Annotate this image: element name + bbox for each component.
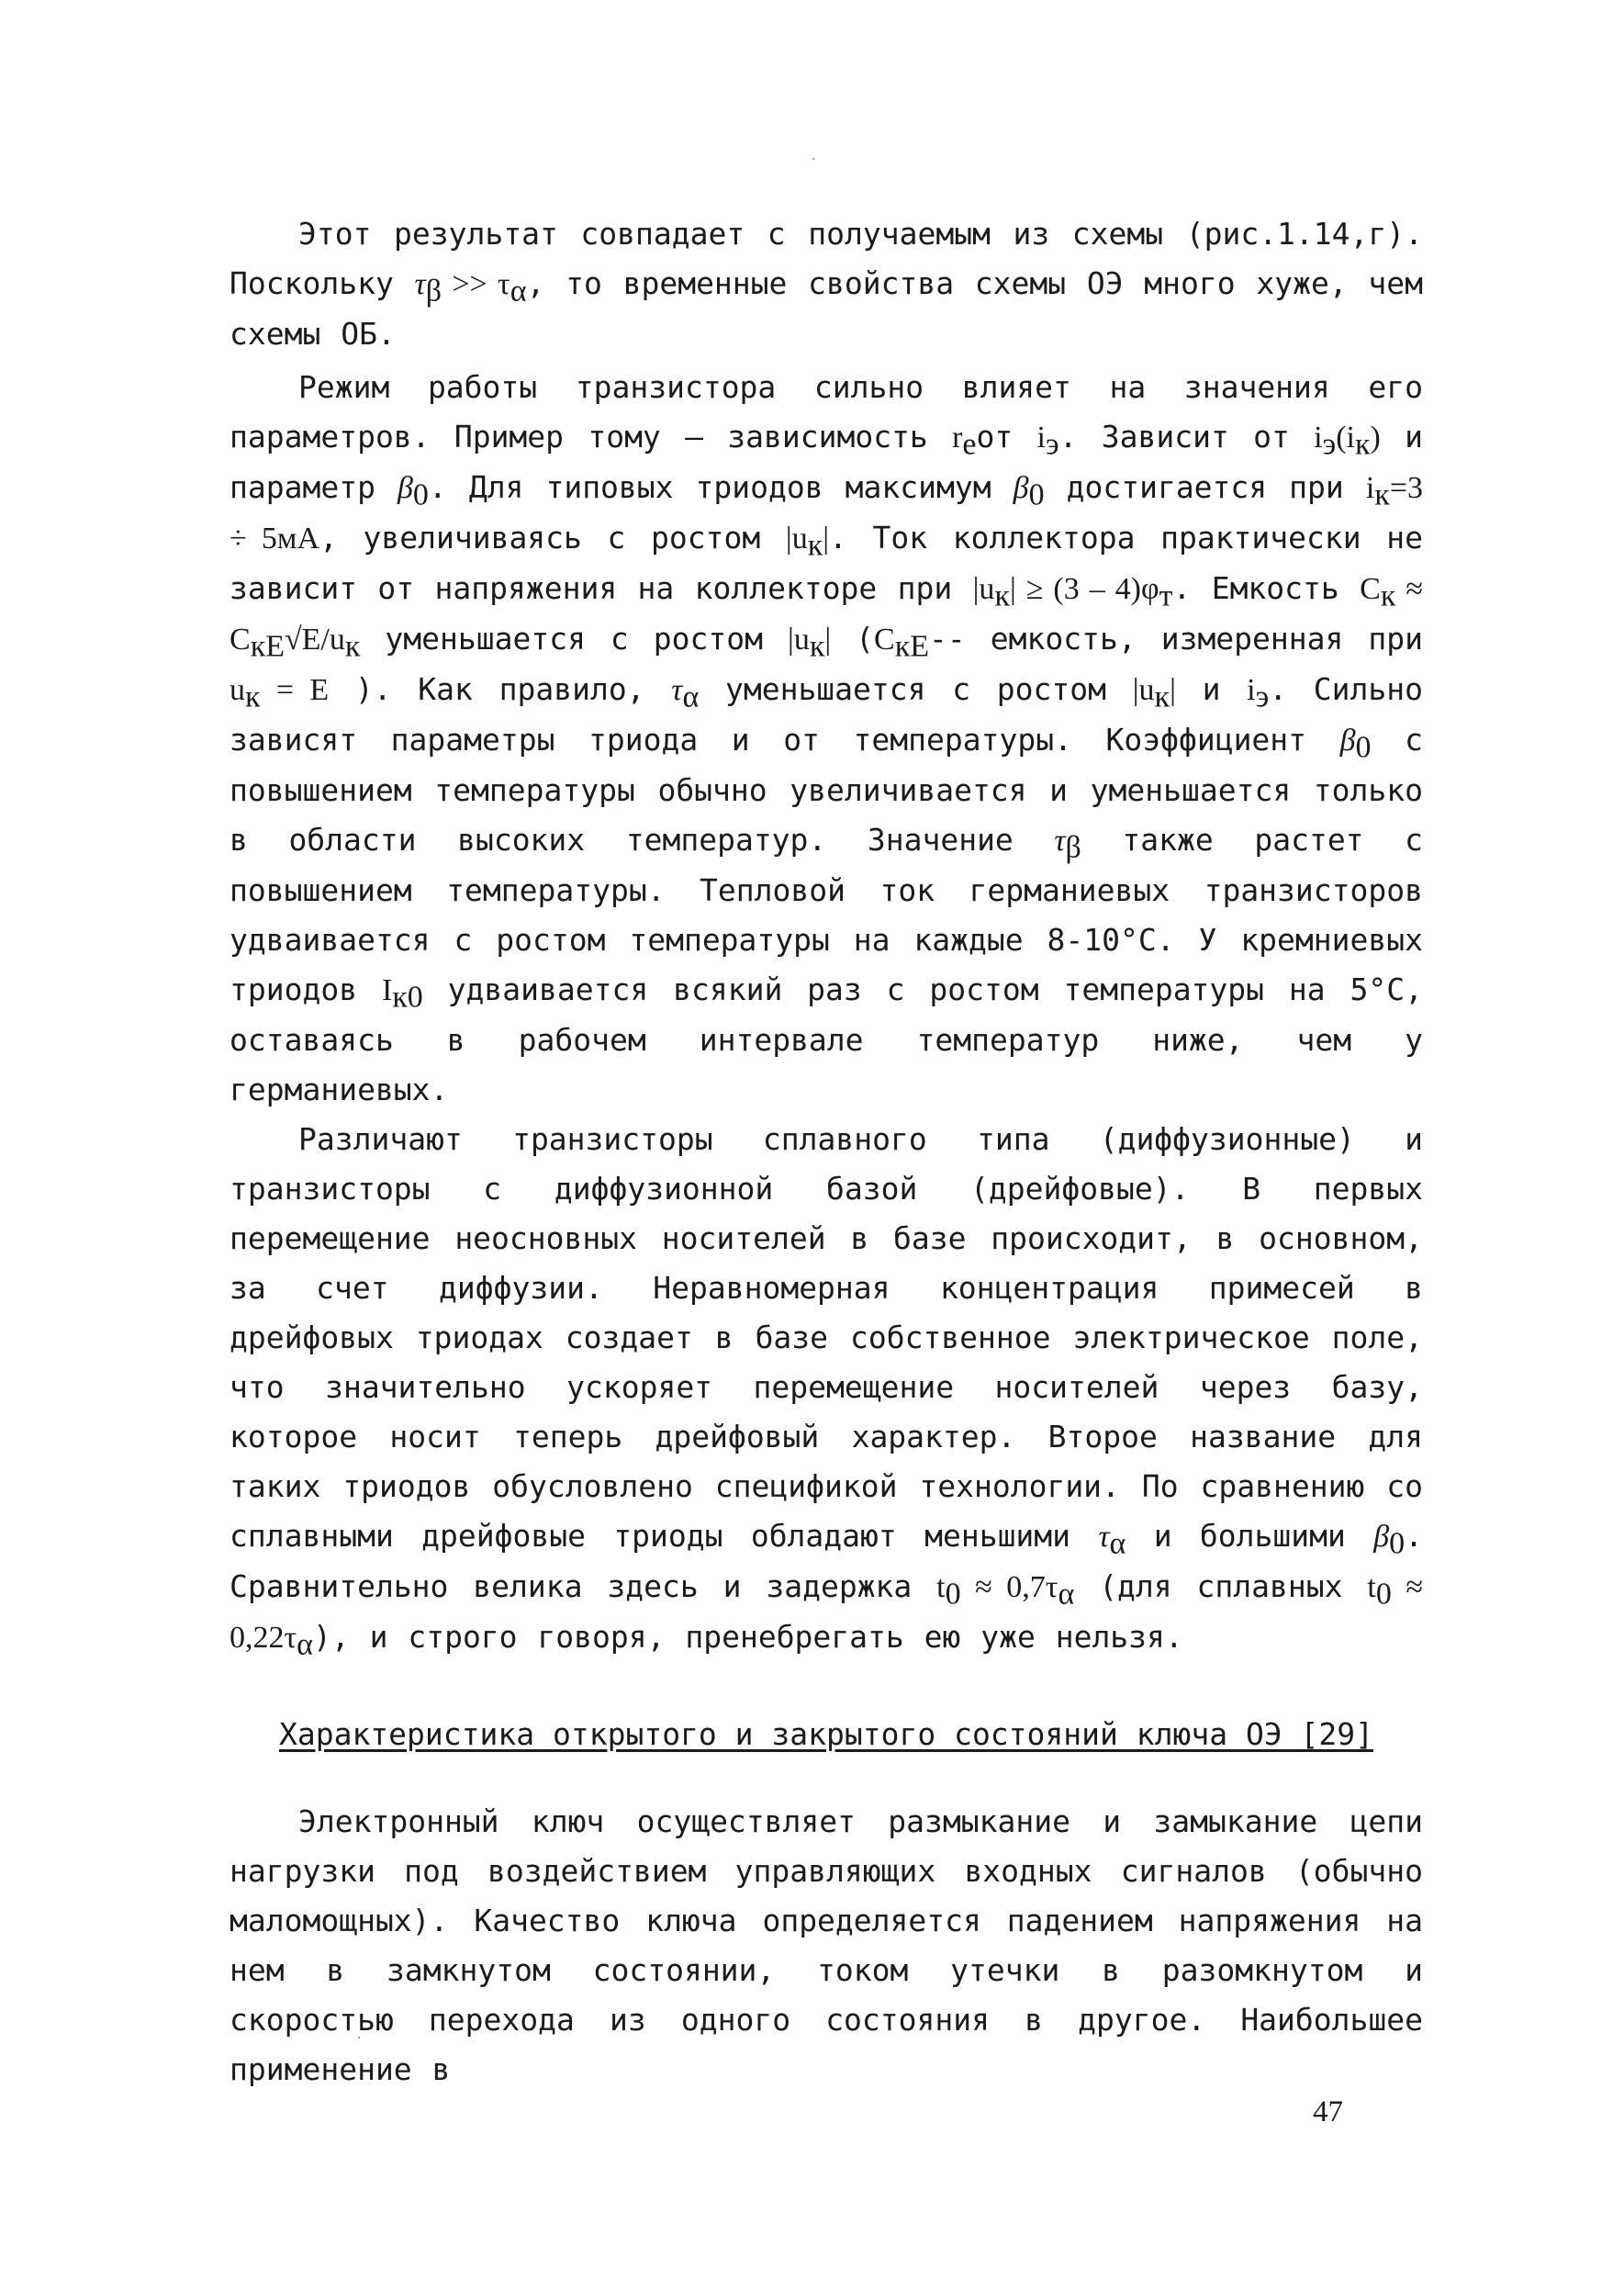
- paragraph-1: Этот результат совпадает с получаемым из схемы (рис.1.14,г). Поскольку $\tau_\beta >> \tau_\alpha$, то временные свойства схемы ОЭ много хуже, чем схемы ОБ.: [230, 216, 1423, 352]
- paragraph-4: Электронный ключ осуществляет размыкание и замыкание цепи нагрузки под воздействием управляющих входных сигналов (обычно маломощных). Качество ключа определяется падением напряжения на нем в замкнутом состоянии, током утечки в разомкнутом и скоростью перехода из одного состояния в другое. Наибольшее применение в: [230, 1803, 1423, 2087]
- text-column: [230, 209, 1423, 2095]
- paragraph-3: Различают транзисторы сплавного типа (диффузионные) и транзисторы с диффузионной базой (дрейфовые). В первых перемещение неосновных носителей в базе происходит, в основном, за счет диффузии. Неравномерная концентрация примесей в дрейфовых триодах создает в базе собственное электрическое поле, что значительно ускоряет перемещение носителей через базу, которое носит теперь дрейфовый характер. Второе название для таких триодов обусловлено спецификой технологии. По сравнению со сплавными дрейфовые триоды обладают меньшими $\tau_\alpha$ и большими $\beta_0$. Сравнительно велика здесь и задержка $t_0 \approx 0,7\tau_\alpha$ (для сплавных $t_0 \approx 0,22\tau_\alpha$), и строго говоря, пренебрегать ею уже нельзя.: [230, 1121, 1424, 1662]
- section-heading: Характеристика открытого и закрытого состояний ключа ОЭ [29]: [278, 1716, 1374, 1752]
- scan-speck: [812, 158, 814, 160]
- page-number: 47: [1313, 2095, 1343, 2128]
- paragraph-2: Режим работы транзистора сильно влияет на значения его параметров. Пример тому – зависимость $r_eот$ $i_э$. Зависит от $i_э(i_к)$ и параметр $\beta_0$. Для типовых триодов максимум $\beta_0$ достигается при $i_к=3 \div 5мА$, увеличиваясь с ростом $|u_к|$. Ток коллектора практически не зависит от напряжения на коллекторе при $|u_к| \ge (3 - 4)\varphi_т$. Емкость $C_к \approx C_{кЕ}√E/u_к$ уменьшается с ростом $|u_к|$ ($C_{кЕ}--$ емкость, измеренная при $u_к = E$ ). Как правило, $\tau_\alpha$ уменьшается с ростом $|u_к|$ и $i_э$. Сильно зависят параметры триода и от температуры. Коэффициент $\beta_0$ с повышением температуры обычно увеличивается и уменьшается только в области высоких температур. Значение $\tau_\beta$ также растет с повышением температуры. Тепловой ток германиевых транзисторов удваивается с ростом температуры на каждые 8-10°С. У кремниевых триодов $I_{к0}$ удваивается всякий раз с ростом температуры на 5°С, оставаясь в рабочем интервале температур ниже, чем у германиевых.: [230, 369, 1424, 1107]
